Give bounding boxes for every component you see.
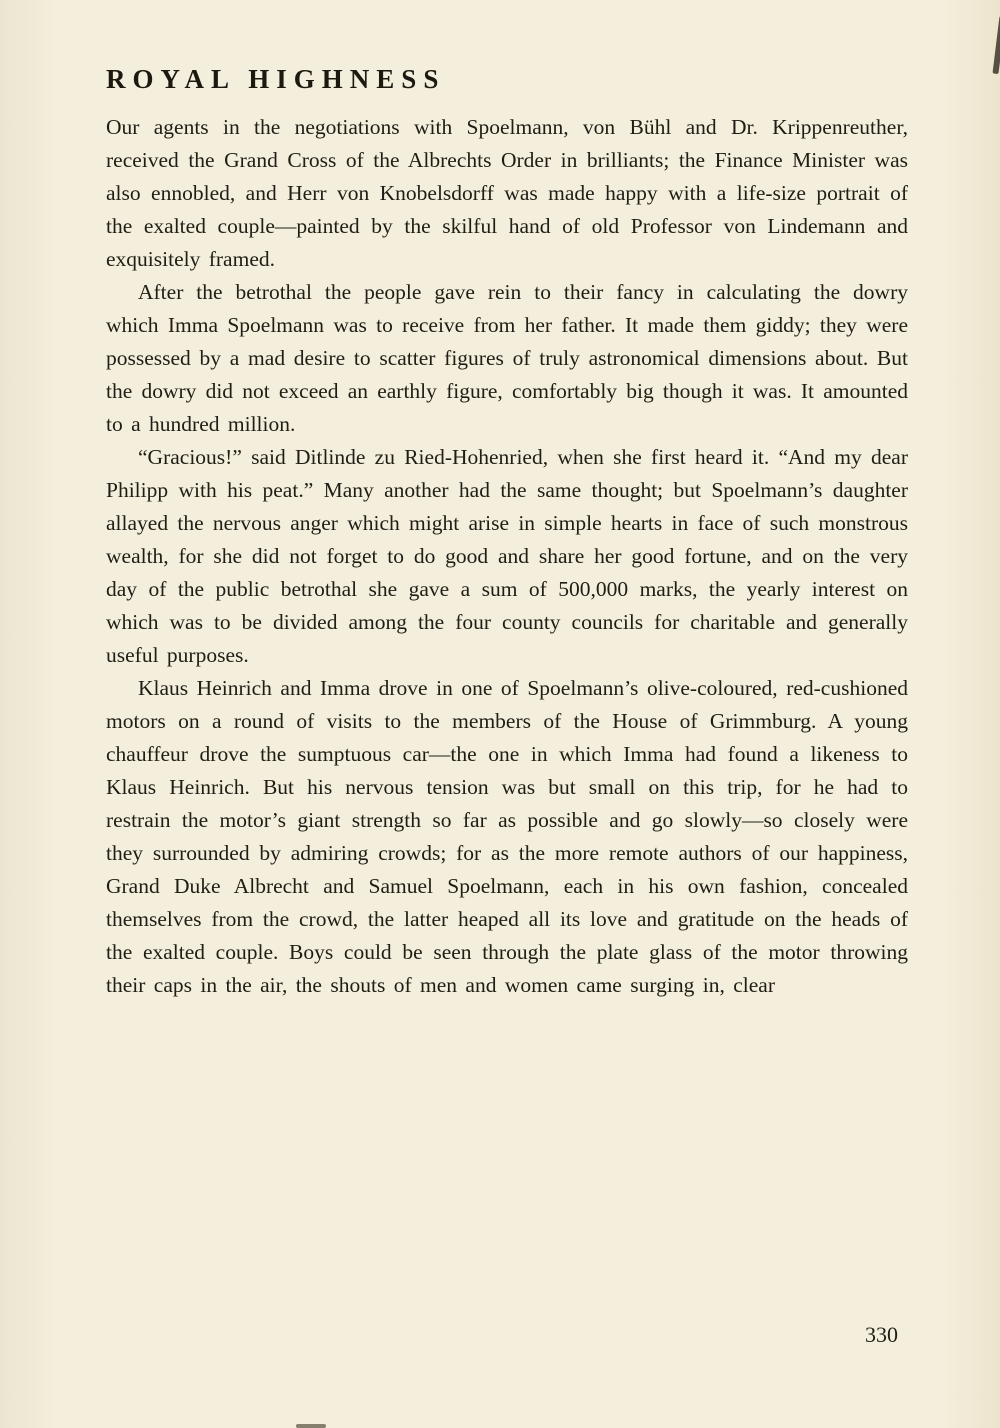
paragraph: Our agents in the negotiations with Spoelmann, von Bühl and Dr. Krippenreuther, received the Grand Cross of the Albrechts Order in brilliants; the Finance Minister was also ennobled, and Herr von Knobelsdorff was made happy with a life-size portrait of the exalted couple—painted by the skilful hand of old Professor von Lindemann and exquisitely framed. bbox=[106, 115, 908, 271]
paragraph: “Gracious!” said Ditlinde zu Ried-Hohenried, when she first heard it. “And my dear Philipp with his peat.” Many another had the same thought; but Spoelmann’s daughter allayed the nervous anger which might arise in simple hearts in face of such monstrous wealth, for she did not forget to do good and share her good fortune, and on the very day of the public betrothal she gave a sum of 500,000 marks, the yearly interest on which was to be divided among the four county councils for charitable and generally useful purposes. bbox=[106, 445, 908, 667]
scan-artifact-icon bbox=[992, 16, 1000, 74]
scan-artifact-icon bbox=[296, 1424, 326, 1428]
page-number: 330 bbox=[865, 1322, 898, 1347]
paragraph: Klaus Heinrich and Imma drove in one of Spoelmann’s olive-coloured, red-cushioned motors on a round of visits to the members of the House of Grimmburg. A young chauffeur drove the sumptuous car—the one in which Imma had found a likeness to Klaus Heinrich. But his nervous tension was but small on this trip, for he had to restrain the motor’s giant strength so far as possible and go slowly—so closely were they surrounded by admiring crowds; for as the more remote authors of our happiness, Grand Duke Albrecht and Samuel Spoelmann, each in his own fashion, concealed themselves from the crowd, the latter heaped all its love and gratitude on the heads of the exalted couple. Boys could be seen through the plate glass of the motor throwing their caps in the air, the shouts of men and women came surging in, clear bbox=[106, 676, 908, 997]
running-head: ROYAL HIGHNESS bbox=[106, 64, 446, 94]
paragraph: After the betrothal the people gave rein to their fancy in calculating the dowry which Imma Spoelmann was to receive from her father. It made them giddy; they were possessed by a mad desire to scatter figures of truly astronomical dimensions about. But the dowry did not exceed an earthly figure, comfortably big though it was. It amounted to a hundred million. bbox=[106, 280, 908, 436]
text-block bbox=[106, 64, 908, 1002]
